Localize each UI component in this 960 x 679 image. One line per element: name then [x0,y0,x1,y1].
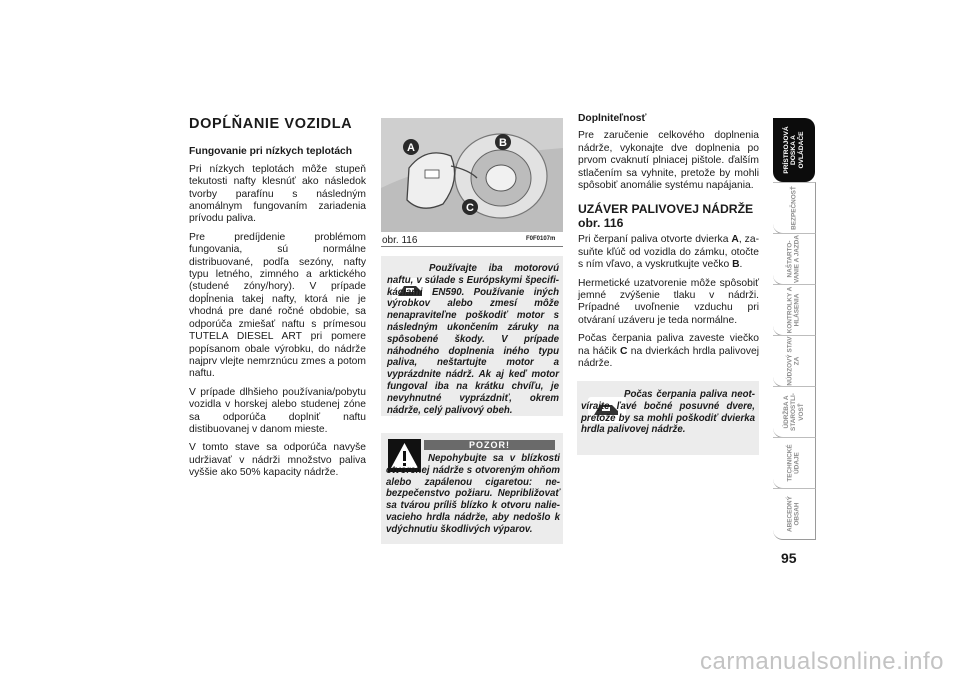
left-column [189,118,366,486]
warning-text: Nepohybujte sa v blízkosti otvorenej nádrže s otvoreným ohňom alebo zapálenou cigaretou: nebezpečenstvo požiaru. Nepribližovať sa tvárou príliš blízko k otvoru nalievacieho hrdla nádrže, aby nedošlo k vdýchnutiu škodlivých výparov. [386,453,560,535]
page-number: 95 [781,550,797,566]
section-heading-refill: Doplniteľnosť [578,113,647,124]
tab-index[interactable]: ABECEDNÝ OBSAH [773,488,816,540]
label-b: B [499,137,507,149]
tab-safety[interactable]: BEZPEČNOSŤ [773,182,816,234]
tab-maintenance[interactable]: ÚDRŽBA A STAROSTLI- VOSŤ [773,386,816,438]
warning-box [381,433,563,544]
fuel-type-note [381,256,563,416]
door-note [577,381,759,455]
page-title: DOPĹŇANIE VOZIDLA [189,116,353,132]
heading-text: UZÁVER PALIVOVEJ NÁDRŽE [578,202,754,217]
label-c: C [466,202,474,214]
note-text: Počas čerpania paliva neotvírajte ľavé bočné posuvné dvere, pretože by sa mohli poškodiť dvierka hrdla palivovej nádrže. [581,389,755,436]
heading-ref: obr. 116 [578,216,624,231]
paragraph: Pri nízkych teplotách môže stupeň tekutosti nafty klesnúť ako následok tvorby parafínu s následným anomálnym fungovaním zariadenia prívodu paliva. [189,163,366,225]
right-column [578,113,759,377]
tab-starting-driving[interactable]: NAŠTARTO- VANIE A JAZDA [773,233,816,285]
warning-label: POZOR! [424,440,555,450]
figure-code: F0F0107m [526,236,556,242]
section-heading-low-temp: Fungovanie pri nízkych teplotách [189,146,353,158]
tab-warning-lights[interactable]: KONTROLKY A HLÁSENIA [773,284,816,336]
fuel-door-illustration [381,118,563,232]
section-heading-fuel-cap [578,202,759,230]
paragraph: V tomto stave sa odporúča navyše udržiavať v nádrži množstvo paliva vyššie ako 50% kapacity nádrže. [189,442,366,479]
fuel-cap-figure [381,118,563,232]
paragraph: Hermetické uzatvorenie môže spôsobiť jemné zvýšenie tlaku v nádrži. Prípadné uvoľnenie vzduchu pri otváraní uzáveru je teda normálne. [578,277,759,326]
label-a: A [407,142,415,154]
figure-caption: obr. 116 [382,235,418,246]
paragraph: Pre zaručenie celkového doplnenia nádrže, vykonajte dve doplnenia po prvom cvaknutí plniacej pištole. ďalším stlačením sa vyhnite, pretože by mohli spôsobiť anomálie systému napájania. [578,130,759,192]
watermark: carmanualsonline.info [700,648,944,675]
note-text: Používajte iba motorovú naftu, v súlade s Európskymi špecifikáciami EN590. Používanie iných výrobkov alebo zmesí môže nenapraviteľne poškodiť motor s následným ukončením záruky na spôsobené škody. V prípade náhodného doplnenia iného typu paliva, neštartujte motor a vyprázdnite nádrž. Ak aj keď motor fungoval iba na krátku chvíľu, je nevyhnutné vyprázdniť, okrem nádrže, celý palivový obeh. [387,263,559,416]
tab-technical-data[interactable]: TECHNICKÉ ÚDAJE [773,437,816,489]
tab-emergency[interactable]: NÚDZOVÝ STAV ZA [773,335,816,387]
paragraph: Pri čerpaní paliva otvorte dvierka A, zasuňte kľúč od vozidla do zámku, otočte s ním vľavo, a vyskrutkujte večko B. [578,234,759,271]
tab-instrument-panel[interactable]: PRÍSTROJOVÁ DOSKA A OVLÁDAČE [773,118,815,182]
paragraph: V prípade dlhšieho používania/pobytu vozidla v horskej alebo studenej zóne sa odporúča doplniť naftu distibuovanej v danom mieste. [189,386,366,435]
figure-divider [381,246,563,247]
paragraph: Počas čerpania paliva zaveste viečko na háčik C na dvierkách hrdla palivovej nádrže. [578,333,759,370]
paragraph: Pre predíjdenie problémom fungovania, sú normálne distribuované, podľa sezóny, nafty typu letného, zimného a arktického (studené zóny/hory). V prípade dopĺnenia takej nafty, ktorá nie je vhodná pre dané ročné obdobie, sa odporúča zmiešať naftu s prímesou TUTELA DIESEL ART pri pomere popísanom obale výrobku, do nádrže najprv vlejte nemrznúcu zmes a potom naftu. [189,231,366,380]
